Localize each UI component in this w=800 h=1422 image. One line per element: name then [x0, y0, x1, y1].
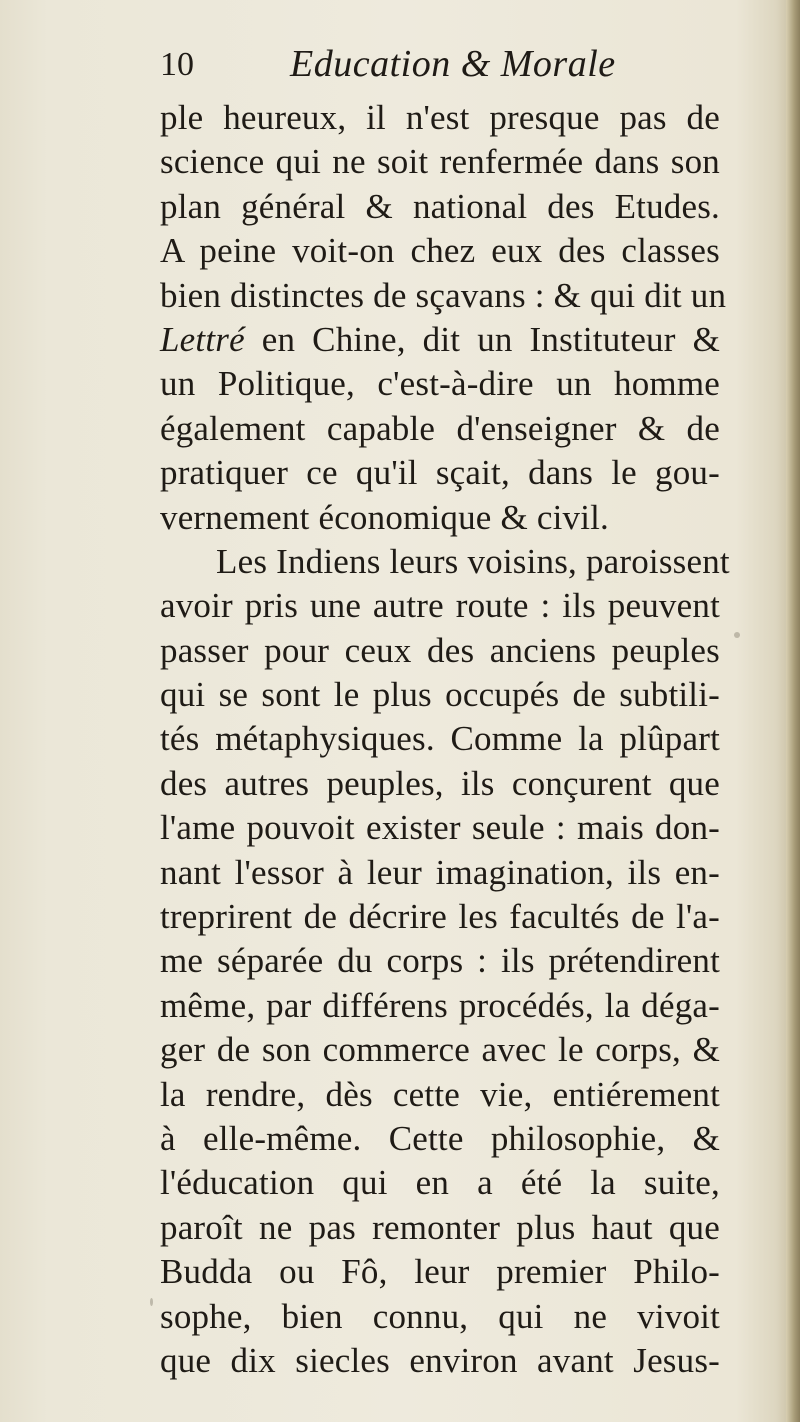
text-line: Lettré en Chine, dit un Instituteur & — [160, 319, 720, 359]
text-line: vernement économique & civil. — [160, 497, 609, 537]
paper-speck — [734, 632, 740, 638]
text-line: ger de son commerce avec le corps, & — [160, 1030, 720, 1070]
page-edge-shadow — [786, 0, 800, 1422]
page-header — [160, 42, 720, 92]
text-line: même, par différens procédés, la déga- — [160, 985, 720, 1025]
text-line: un Politique, c'est-à-dire un homme — [160, 364, 720, 404]
running-title: Education & Morale — [290, 43, 616, 85]
text-line: que dix siecles environ avant Jesus- — [160, 1340, 720, 1380]
italic-word: Lettré — [160, 319, 245, 359]
text-line: ple heureux, il n'est presque pas de — [160, 98, 720, 137]
text-line: des autres peuples, ils conçurent que — [160, 763, 720, 803]
text-line: la rendre, dès cette vie, entiérement — [160, 1074, 720, 1114]
text-line: également capable d'enseigner & de — [160, 408, 720, 448]
text-line: passer pour ceux des anciens peuples — [160, 630, 720, 670]
text-line: bien distinctes de sçavans : & qui dit un — [160, 275, 727, 315]
text-line: l'éducation qui en a été la suite, — [160, 1163, 720, 1203]
text-line: treprirent de décrire les facultés de l'a- — [160, 897, 720, 937]
text-line: qui se sont le plus occupés de subtili- — [160, 675, 720, 715]
text-line: plan général & national des Etudes. — [160, 186, 720, 226]
text-line: tés métaphysiques. Comme la plûpart — [160, 719, 720, 759]
page-number: 10 — [160, 46, 194, 83]
text-line: me séparée du corps : ils prétendirent — [160, 941, 720, 981]
paper-speck — [150, 1298, 153, 1306]
body-text — [160, 96, 730, 1383]
text-line: A peine voit-on chez eux des classes — [160, 231, 720, 271]
text-line: à elle-même. Cette philosophie, & — [160, 1118, 720, 1158]
text-line: Les Indiens leurs voisins, paroissent — [216, 541, 730, 581]
text-line: science qui ne soit renfermée dans son — [160, 142, 720, 182]
text-line: paroît ne pas remonter plus haut que — [160, 1207, 720, 1247]
text-line: sophe, bien connu, qui ne vivoit — [160, 1296, 720, 1336]
text-line: l'ame pouvoit exister seule : mais don- — [160, 808, 720, 848]
text-line: pratiquer ce qu'il sçait, dans le gou- — [160, 453, 720, 493]
text-line: Budda ou Fô, leur premier Philo- — [160, 1252, 720, 1292]
text-line: avoir pris une autre route : ils peuvent — [160, 586, 720, 626]
text-line: nant l'essor à leur imagination, ils en- — [160, 852, 720, 892]
